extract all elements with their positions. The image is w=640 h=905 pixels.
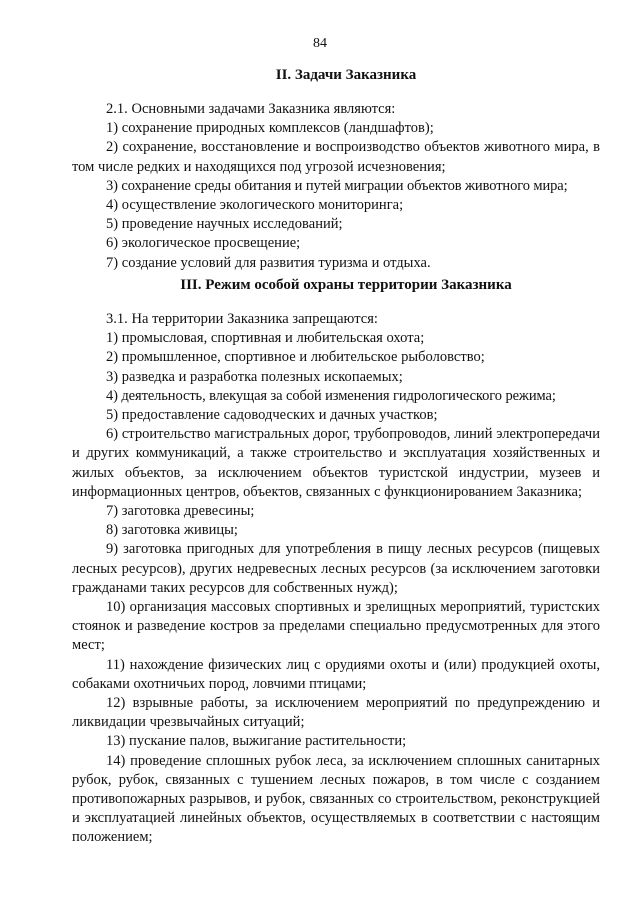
list-item: 5) предоставление садоводческих и дачных участков; <box>106 407 438 424</box>
list-item: 7) создание условий для развития туризма и отдыха. <box>106 254 431 271</box>
list-item: 8) заготовка живицы; <box>106 522 238 539</box>
list-item: 13) пускание палов, выжигание растительности; <box>106 733 407 750</box>
list-item: 1) сохранение природных комплексов (ландшафтов); <box>106 120 434 137</box>
list-item: 4) осуществление экологического мониторинга; <box>106 197 404 214</box>
section-heading: III. Режим особой охраны территории Заказника <box>180 277 512 293</box>
list-item: 1) промысловая, спортивная и любительская охота; <box>106 330 425 347</box>
list-item: 3) разведка и разработка полезных ископаемых; <box>106 368 403 385</box>
list-item: 6) строительство магистральных дорог, трубопроводов, линий электропередачи и других коммуникаций, а также строительство и эксплуатация хозяйственных и жилых объектов, за исключением объектов туристской индустрии, музеев и информационных центров, объектов, связанных с функционированием Заказника; <box>72 426 600 500</box>
section-intro: 3.1. На территории Заказника запрещаются: <box>106 311 378 327</box>
list-item: 4) деятельность, влекущая за собой изменения гидрологического режима; <box>106 387 556 404</box>
section-objectives <box>72 66 600 273</box>
section-protection-regime <box>72 276 600 848</box>
section-intro: 2.1. Основными задачами Заказника являются: <box>106 101 396 117</box>
list-item: 12) взрывные работы, за исключением мероприятий по предупреждению и ликвидации чрезвычайных ситуаций; <box>72 695 600 731</box>
page-number: 84 <box>313 36 327 51</box>
list-item: 6) экологическое просвещение; <box>106 235 301 252</box>
list-item: 10) организация массовых спортивных и зрелищных мероприятий, туристских стоянок и разведение костров за пределами специально предусмотренных для этого мест; <box>72 599 600 654</box>
list-item: 11) нахождение физических лиц с орудиями охоты и (или) продукцией охоты, собаками охотничьих пород, ловчими птицами; <box>72 656 600 692</box>
list-item: 5) проведение научных исследований; <box>106 216 343 233</box>
list-item: 7) заготовка древесины; <box>106 503 255 520</box>
list-item: 14) проведение сплошных рубок леса, за исключением сплошных санитарных рубок, рубок, связанных с тушением лесных пожаров, в том числе с созданием противопожарных разрывов, и рубок, связанных со строительством, реконструкцией и эксплуатацией линейных объектов, осуществляемых в соответствии с настоящим положением; <box>72 752 600 846</box>
list-item: 9) заготовка пригодных для употребления в пищу лесных ресурсов (пищевых лесных ресурсов), других недревесных лесных ресурсов (за исключением заготовки гражданами таких ресурсов для собственных нужд); <box>72 541 600 596</box>
section-heading: II. Задачи Заказника <box>275 67 417 83</box>
list-item: 2) сохранение, восстановление и воспроизводство объектов животного мира, в том числе редких и находящихся под угрозой исчезновения; <box>72 139 600 175</box>
list-item: 2) промышленное, спортивное и любительское рыболовство; <box>106 349 485 366</box>
list-item: 3) сохранение среды обитания и путей миграции объектов животного мира; <box>106 177 568 194</box>
